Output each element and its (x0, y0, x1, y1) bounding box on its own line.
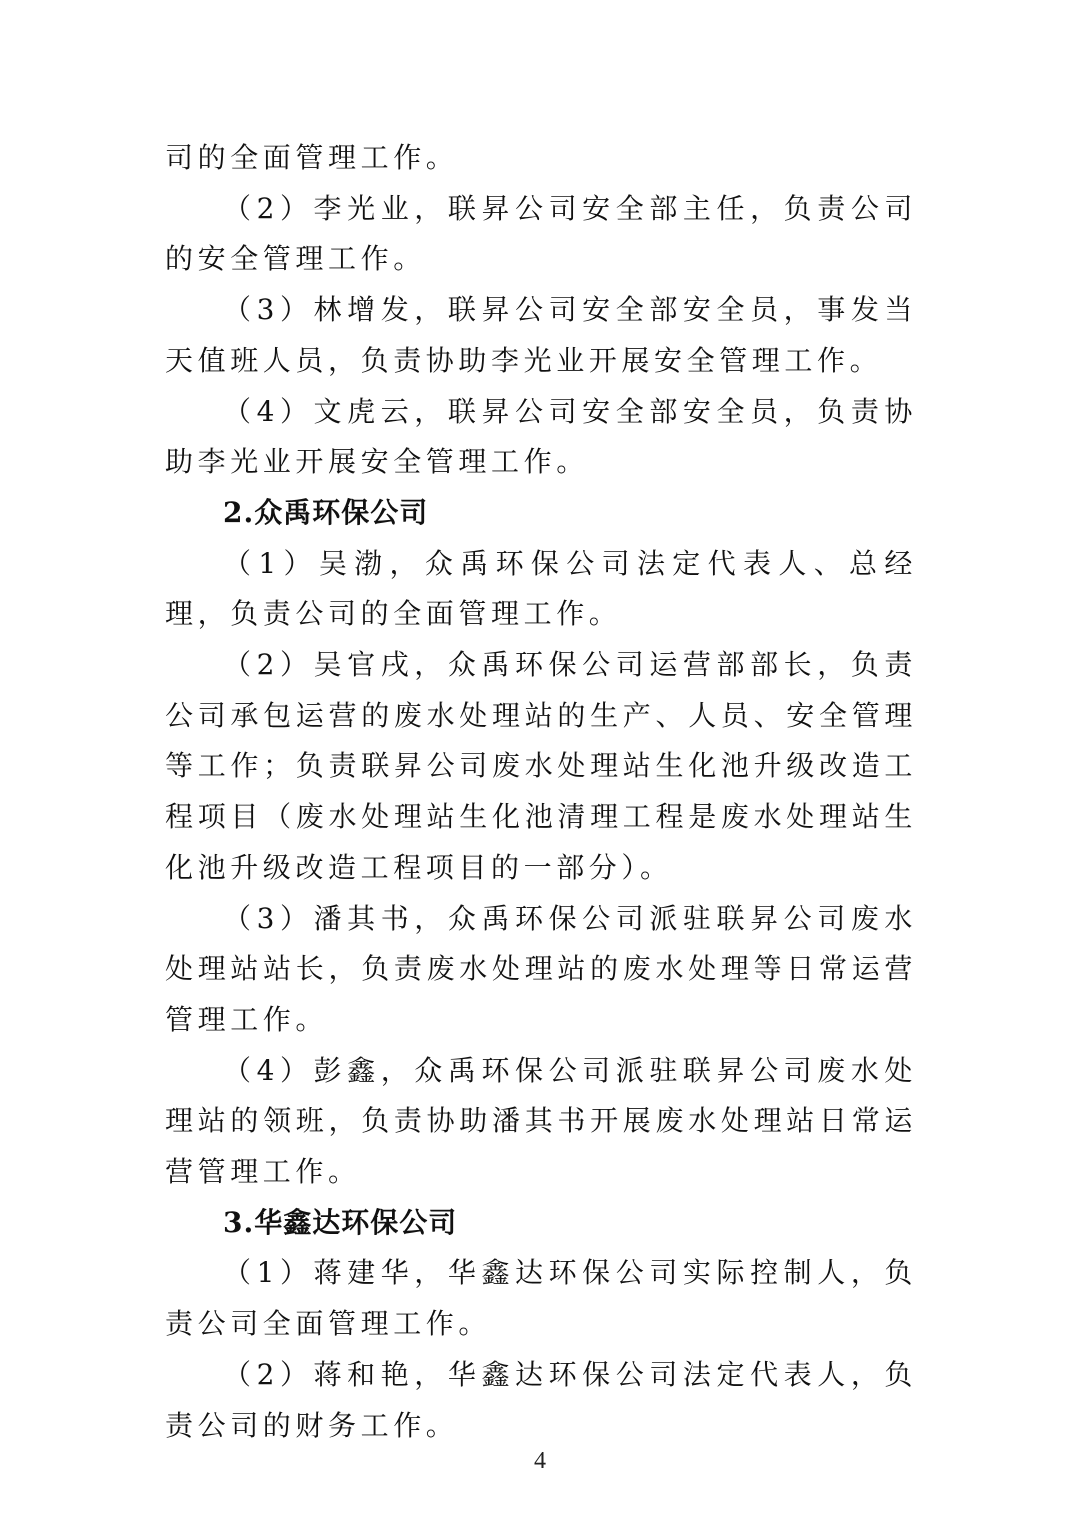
paragraph-pan-qishu: （3）潘其书，众禹环保公司派驻联昇公司废水处理站站长，负责废水处理站的废水处理等日常运营管理工作。 (165, 901, 917, 1036)
paragraph-li-guangye: （2）李光业，联昇公司安全部主任，负责公司的安全管理工作。 (165, 191, 917, 276)
page-number: 4 (534, 1448, 546, 1474)
paragraph-wu-guanxu: （2）吴官戌，众禹环保公司运营部部长，负责公司承包运营的废水处理站的生产、人员、安全管理等工作；负责联昇公司废水处理站生化池升级改造工程项目（废水处理站生化池清理工程是废水处理站生化池升级改造工程项目的一部分）。 (165, 648, 917, 884)
document-body (165, 133, 917, 1451)
paragraph-jiang-jianhua: （1）蒋建华，华鑫达环保公司实际控制人，负责公司全面管理工作。 (165, 1256, 917, 1341)
paragraph-wen-huyun: （4）文虎云，联昇公司安全部安全员，负责协助李光业开展安全管理工作。 (165, 394, 917, 479)
paragraph-peng-xin: （4）彭鑫，众禹环保公司派驻联昇公司废水处理站的领班，负责协助潘其书开展废水处理站日常运营管理工作。 (165, 1053, 917, 1189)
paragraph-continuation: 司的全面管理工作。 (165, 141, 459, 174)
section-heading-huaxinda: 3.华鑫达环保公司 (223, 1205, 458, 1239)
section-heading-zhongyu: 2.众禹环保公司 (223, 495, 429, 529)
paragraph-wu-bo: （1）吴渤，众禹环保公司法定代表人、总经理，负责公司的全面管理工作。 (165, 546, 917, 631)
paragraph-jiang-heyan: （2）蒋和艳，华鑫达环保公司法定代表人，负责公司的财务工作。 (165, 1357, 917, 1442)
paragraph-lin-zengfa: （3）林增发，联昇公司安全部安全员，事发当天值班人员，负责协助李光业开展安全管理工作。 (165, 293, 917, 377)
